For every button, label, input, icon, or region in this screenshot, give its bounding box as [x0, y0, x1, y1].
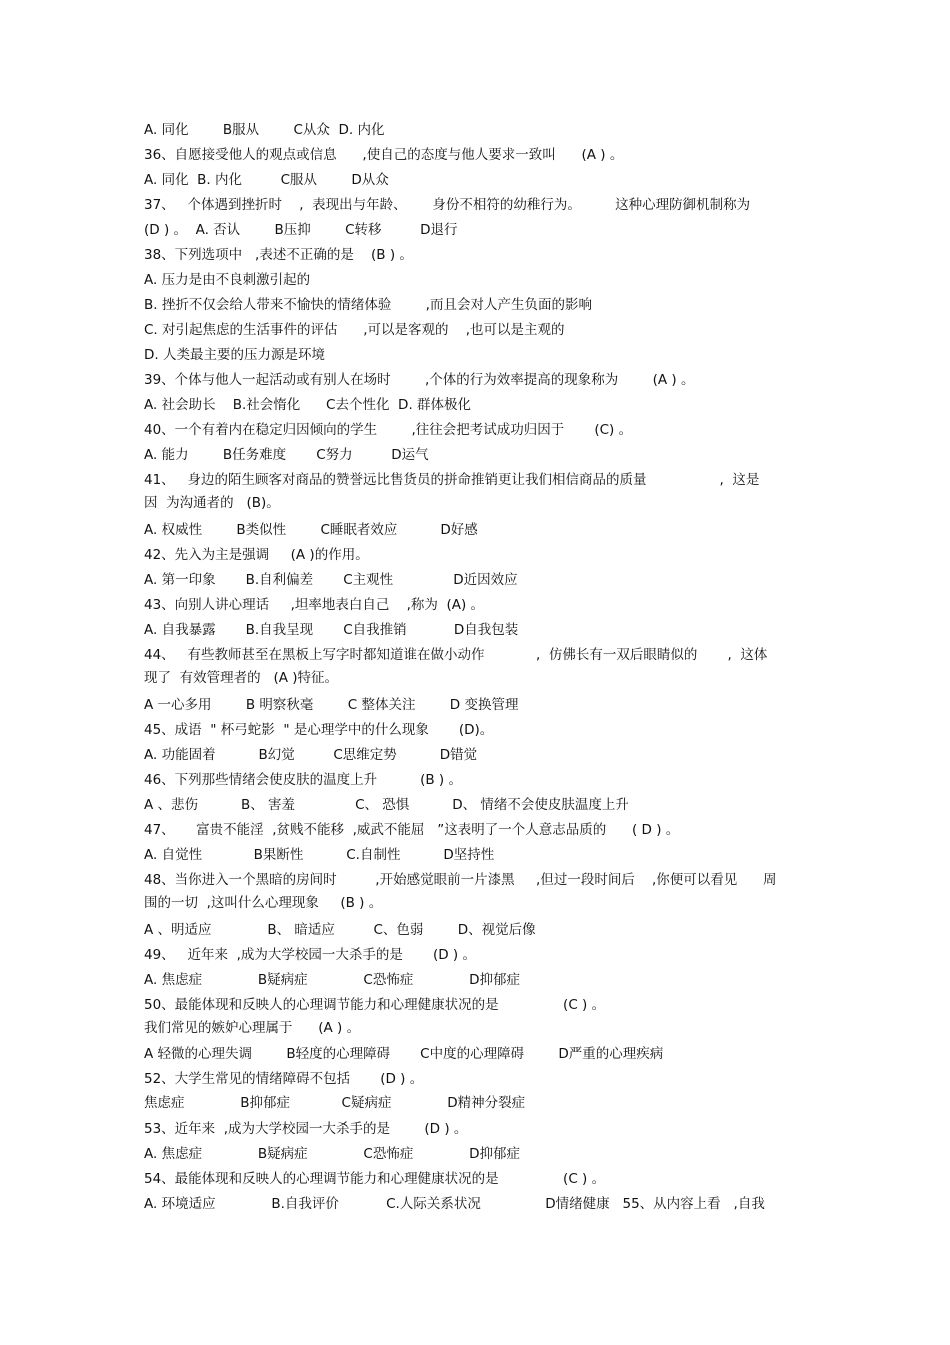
question-36: 36、自愿接受他人的观点或信息 ,使自己的态度与他人要求一致叫 (A ) 。 [144, 147, 624, 163]
answer-options: A 一心多用 B 明察秋毫 C 整体关注 D 变换管理 [144, 697, 519, 713]
question-40: 40、一个有着内在稳定归因倾向的学生 ,往往会把考试成功归因于 (C) 。 [144, 422, 633, 438]
answer-options: A. 功能固着 B幻觉 C思维定势 D错觉 [144, 747, 478, 763]
question-43: 43、向别人讲心理话 ,坦率地表白自己 ,称为 (A) 。 [144, 597, 485, 613]
question-47: 47、 富贵不能淫 ,贫贱不能移 ,威武不能屈 ”这表明了一个人意志品质的 ( D ) 。 [144, 822, 680, 838]
answer-options: A. 社会助长 B.社会惰化 C去个性化 D. 群体极化 [144, 397, 472, 413]
question-49: 49、 近年来 ,成为大学校园一大杀手的是 (D ) 。 [144, 947, 476, 963]
question-52: 52、大学生常见的情绪障碍不包括 (D ) 。 [144, 1071, 424, 1087]
answer-options: (D ) 。 A. 否认 B压抑 C转移 D退行 [144, 222, 458, 238]
answer-option: B. 挫折不仅会给人带来不愉快的情绪体验 ,而且会对人产生负面的影响 [144, 297, 592, 313]
question-48-cont: 围的一切 ,这叫什么心理现象 (B ) 。 [144, 895, 383, 911]
question-41: 41、 身边的陌生顾客对商品的赞誉远比售货员的拼命推销更让我们相信商品的质量 , 这是 [144, 472, 760, 488]
answer-options: A. 第一印象 B.自利偏差 C主观性 D近因效应 [144, 572, 518, 588]
question-42: 42、先入为主是强调 (A )的作用。 [144, 547, 369, 563]
answer-options: 焦虑症 B抑郁症 C疑病症 D精神分裂症 [144, 1095, 526, 1111]
answer-options: A 、明适应 B、 暗适应 C、色弱 D、视觉后像 [144, 922, 536, 938]
answer-options: A. 焦虑症 B疑病症 C恐怖症 D抑郁症 [144, 1146, 521, 1162]
answer-options: A. 环境适应 B.自我评价 C.人际关系状况 D情绪健康 55、从内容上看 ,自我 [144, 1196, 765, 1212]
question-51: 我们常见的嫉妒心理属于 (A ) 。 [144, 1020, 361, 1036]
answer-options: A. 自觉性 B果断性 C.自制性 D坚持性 [144, 847, 495, 863]
question-38: 38、下列选项中 ,表述不正确的是 (B ) 。 [144, 247, 413, 263]
answer-options: A. 焦虑症 B疑病症 C恐怖症 D抑郁症 [144, 972, 521, 988]
question-39: 39、个体与他人一起活动或有别人在场时 ,个体的行为效率提高的现象称为 (A ) 。 [144, 372, 695, 388]
question-54: 54、最能体现和反映人的心理调节能力和心理健康状况的是 (C ) 。 [144, 1171, 606, 1187]
answer-options: A. 能力 B任务难度 C努力 D运气 [144, 447, 429, 463]
answer-option: C. 对引起焦虑的生活事件的评估 ,可以是客观的 ,也可以是主观的 [144, 322, 565, 338]
answer-options: A 、悲伤 B、 害羞 C、 恐惧 D、 情绪不会使皮肤温度上升 [144, 797, 629, 813]
answer-option: A. 压力是由不良刺激引起的 [144, 272, 311, 288]
answer-option: D. 人类最主要的压力源是环境 [144, 347, 325, 363]
text-line: A. 同化 B服从 C从众 D. 内化 [144, 122, 385, 138]
question-45: 45、成语 " 杯弓蛇影 " 是心理学中的什么现象 (D)。 [144, 722, 494, 738]
question-44: 44、 有些教师甚至在黑板上写字时都知道谁在做小动作 , 仿佛长有一双后眼睛似的 , 这体 [144, 647, 768, 663]
answer-options: A 轻微的心理失调 B轻度的心理障碍 C中度的心理障碍 D严重的心理疾病 [144, 1046, 664, 1062]
question-50: 50、最能体现和反映人的心理调节能力和心理健康状况的是 (C ) 。 [144, 997, 606, 1013]
question-41-cont: 因 为沟通者的 (B)。 [144, 495, 280, 511]
answer-options: A. 自我暴露 B.自我呈现 C自我推销 D自我包装 [144, 622, 519, 638]
question-48: 48、当你进入一个黑暗的房间时 ,开始感觉眼前一片漆黑 ,但过一段时间后 ,你便可以看见 周 [144, 872, 777, 888]
question-46: 46、下列那些情绪会使皮肤的温度上升 (B ) 。 [144, 772, 462, 788]
question-37: 37、 个体遇到挫折时 , 表现出与年龄、 身份不相符的幼稚行为。 这种心理防御机制称为 [144, 197, 751, 213]
question-53: 53、近年来 ,成为大学校园一大杀手的是 (D ) 。 [144, 1121, 468, 1137]
answer-options: A. 权威性 B类似性 C睡眠者效应 D好感 [144, 522, 478, 538]
answer-options: A. 同化 B. 内化 C服从 D从众 [144, 172, 389, 188]
question-44-cont: 现了 有效管理者的 (A )特征。 [144, 670, 339, 686]
